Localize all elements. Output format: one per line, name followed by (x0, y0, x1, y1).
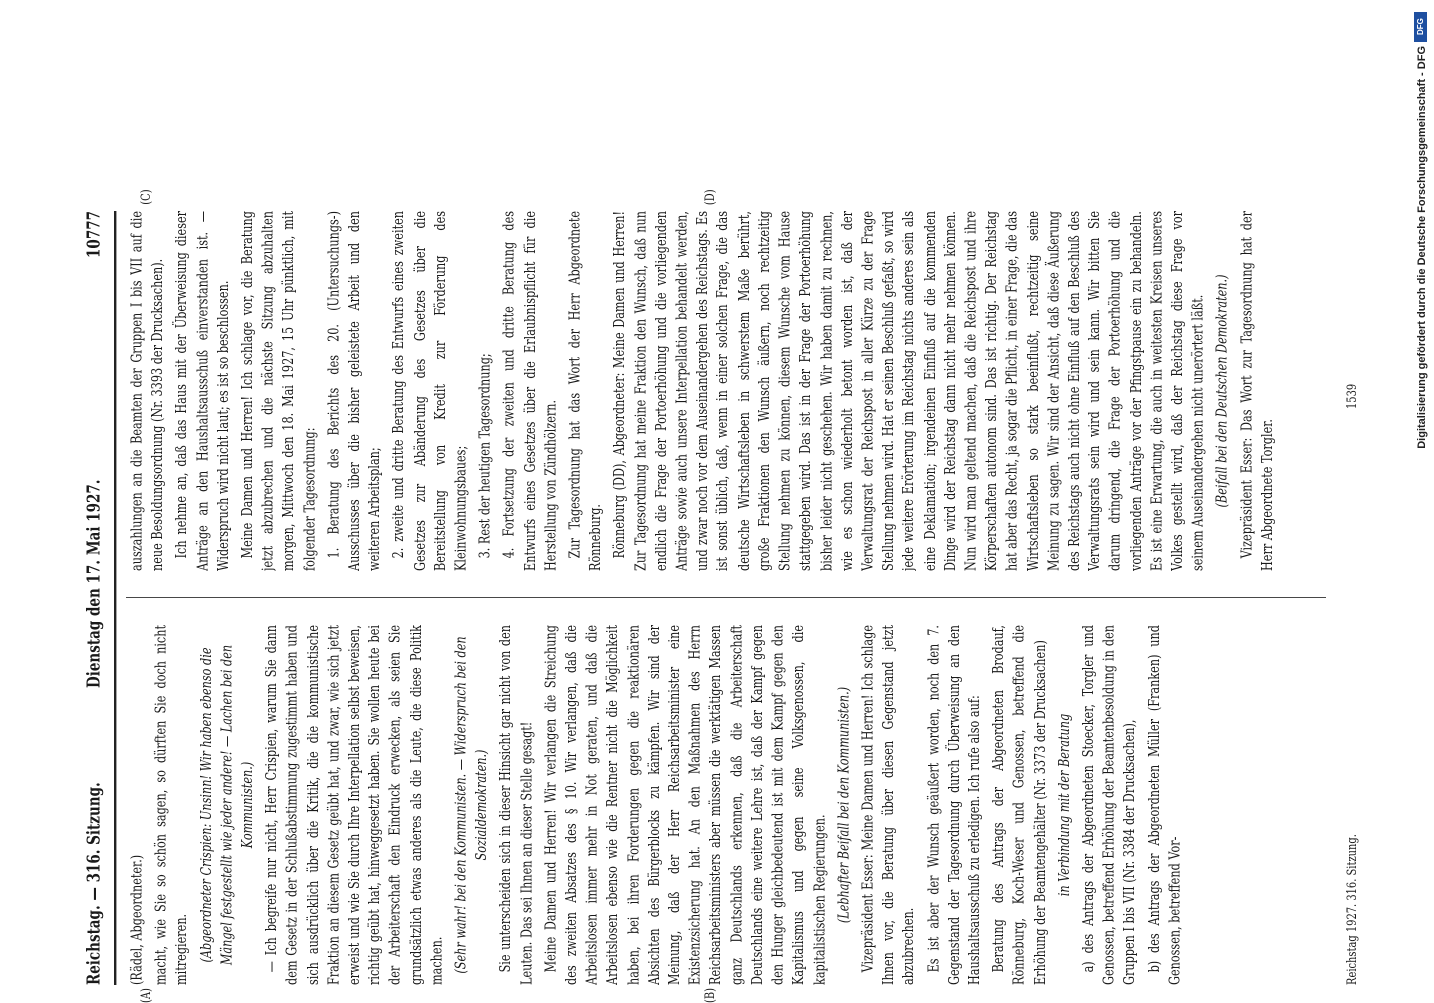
list-item: 1. Beratung des Berichts des 20. (Untersuchungs-) Ausschusses über die bisher geleistete Arbeit und den weiteren Arbeitsplan; (323, 211, 384, 572)
paragraph: Ich nehme an, daß das Haus mit der Überweisung dieser Anträge an den Haushaltsausschuß einverstanden ist. — Widerspruch wird nicht laut; es ist so beschlossen. (172, 211, 232, 572)
interjection: (Sehr wahr! bei den Kommunisten. — Widerspruch bei den Sozialdemokraten.) (451, 636, 490, 974)
interjection: (Abgeordneter Crispien: Unsinn! Wir haben ebenso die Mängel festgestellt wie jeder andere! — Lachen bei den Kommunisten.) (196, 644, 256, 966)
interjection: (Beifall bei den Deutschen Demokraten.) (1212, 274, 1231, 508)
margin-mark-a: (A) (138, 988, 154, 1003)
digitization-note: Digitalisierung gefördert durch die Deutsche Forschungsgemeinschaft - DFG (1416, 46, 1428, 449)
page-number: 10777 (82, 211, 105, 258)
dfg-sidebar (1416, 6, 1430, 606)
paragraph: macht, wie Sie so schön sagen, so dürften Sie doch nicht mitregieren. (151, 625, 191, 985)
footer-left: Reichstag 1927. 316. Sitzung. (1344, 834, 1360, 985)
paragraph: auszahlungen an die Beamten der Gruppen I bis VII auf die neue Besoldungsordnung (Nr. 3393 der Drucksachen). (127, 211, 166, 572)
paragraph: Es ist aber der Wunsch geäußert worden, noch den 7. Gegenstand der Tagesordnung durch Überweisung an den Haushaltsausschuß zu erledigen. Ich rufe also auf: (923, 625, 983, 985)
paragraph: Vizepräsident Esser: Das Wort zur Tagesordnung hat der Herr Abgeordnete Torgler. (1236, 211, 1276, 571)
list-item: b) des Antrags der Abgeordneten Müller (Franken) und Genossen, betreffend Vor- (1144, 625, 1183, 985)
list-item: 2. zweite und dritte Beratung des Entwurfs eines zweiten Gesetzes zur Abänderung des Gesetzes über die Bereitstellung von Kredit zur Förderung des Kleinwohnungsbaues; (389, 211, 470, 572)
header-left: Reichstag. — 316. Sitzung. (82, 782, 105, 985)
margin-mark-b: (B) (702, 987, 718, 1003)
list-item: 4. Fortsetzung der zweiten und dritte Beratung des Entwurfs eines Gesetzes über die Erlaubnispflicht für die Herstellung von Zündhölzern. (499, 211, 560, 572)
interjection: (Lebhafter Beifall bei den Kommunisten.) (833, 686, 852, 924)
column-divider (126, 597, 1326, 598)
header-center: Dienstag den 17. Mai 1927. (82, 479, 105, 688)
footer-page-code: 1539 (1344, 383, 1360, 409)
paragraph: Sie unterscheiden sich in dieser Hinsicht gar nicht von den Leuten. Das sei Ihnen an dieser Stelle gesagt! (496, 625, 535, 985)
dfg-logo: DFG (1414, 12, 1427, 42)
paragraph: Vizepräsident Esser: Meine Damen und Herren! Ich schlage Ihnen vor, die Beratung über diesen Gegenstand jetzt abzubrechen. (857, 625, 918, 985)
paragraph: Rönneburg (DD), Abgeordneter: Meine Damen und Herren! Zur Tagesordnung hat meine Fraktion den Wunsch, daß nun endlich die Frage der Portoerhöhung und die vorliegenden Anträge sowie auch unsere Interpellation behandelt werden, und zwar noch vor dem Auseinandergehen des Reichstags. Es ist sonst üblich, daß, wenn in einer solchen Frage, die das deutsche Wirtschaftsleben in schwerstem Maße berührt, große Fraktionen den Wunsch äußern, noch rechtzeitig Stellung nehmen zu können, diesem Wunsche vom Hause stattgegeben wird. Das ist in der Frage der Portoerhöhung bisher leider nicht geschehen. Wir haben damit zu rechnen, wie es schon wiederholt betont worden ist, daß der Verwaltungsrat der Reichspost in aller Kürze zu der Frage Stellung nehmen wird. Hat er seinen Beschluß gefaßt, so wird jede weitere Erörterung im Reichstag nichts anderes sein als eine Deklamation; irgendeinen Einfluß auf die kommenden Dinge wird der Reichstag dann nicht mehr nehmen können. Nun wird man geltend machen, daß die Reichspost und ihre Körperschaften autonom sind. Das ist richtig. Der Reichstag hat aber das Recht, ja sogar die Pflicht, in einer Frage, die das Wirtschaftsleben so stark beeinflußt, rechtzeitig seine Meinung zu sagen. Wir sind der Ansicht, daß diese Äußerung des Reichstags auch nicht ohne Einfluß auf den Beschluß des Verwaltungsrats sein wird und sein kann. Wir bitten Sie darum dringend, die Frage der Portoerhöhung und die vorliegenden Anträge vor der Pfingstpause ein zu behandeln. Es ist eine Erwartung, die auch in weitesten Kreisen unseres Volkes gestellt wird, daß der Reichstag diese Frage vor seinem Auseinandergehen nicht unerörtert läßt. (610, 211, 1207, 572)
paragraph: Meine Damen und Herren! Ich schlage vor, die Beratung jetzt abzubrechen und die nächste Sitzung abzuhalten morgen, Mittwoch den 18. Mai 1927, 15 Uhr pünktlich, mit folgender Tagesordnung: (237, 211, 318, 572)
paragraph: Zur Tagesordnung hat das Wort der Herr Abgeordnete Rönneburg. (565, 211, 604, 571)
list-item: 3. Rest der heutigen Tagesordnung; (475, 353, 494, 559)
document-page (78, 189, 1398, 1003)
left-column (126, 625, 1338, 985)
right-column (126, 211, 1338, 571)
margin-mark-c: (C) (138, 189, 154, 205)
margin-mark-d: (D) (702, 189, 718, 206)
paragraph: in Verbindung mit der Beratung (1054, 713, 1073, 897)
rotated-scan (78, 0, 1398, 1003)
paragraph: Beratung des Antrags der Abgeordneten Brodauf, Rönneburg, Koch-Weser und Genossen, betreffend die Erhöhung der Beamtengehälter (Nr. 3373 der Drucksachen) (988, 625, 1049, 985)
paragraph: Meine Damen und Herren! Wir verlangen die Streichung des zweiten Absatzes des § 10. Wir verlangen, daß die Arbeitslosen immer mehr in Not geraten, und daß die Arbeitslosen ebenso wie die Rentner nicht die Möglichkeit haben, bei ihren Forderungen gegen die reaktionären Absichten des Bürgerblocks zu kämpfen. Wir sind der Meinung, daß der Herr Reichsarbeitsminister eine Existenzsicherung hat. An den Maßnahmen des Herrn Reichsarbeitsministers aber müssen die werktätigen Massen ganz Deutschlands erkennen, daß die Arbeiterschaft Deutschlands eine weitere Lehre ist, daß der Kampf gegen den Hunger gleichbedeutend ist mit dem Kampf gegen den Kapitalismus und gegen seine Volksgenossen, die kapitalistischen Regierungen. (541, 625, 828, 985)
paragraph: (Rädel, Abgeordneter.) (127, 854, 146, 985)
list-item: a) des Antrags der Abgeordneten Stoecker, Torgler und Genossen, betreffend Erhöhung der Beamtenbesoldung in den Gruppen I bis VII (Nr. 3384 der Drucksachen), (1078, 625, 1139, 985)
page-header (78, 211, 116, 985)
paragraph: — Ich begreife nur nicht, Herr Crispien, warum Sie dann dem Gesetz in der Schlußabstimmung zugestimmt haben und sich ausdrücklich über die Kritik, die die kommunistische Fraktion an diesem Gesetz geübt hat, und zwar, wie sich jetzt erweist und wie Sie durch Ihre Interpellation selbst beweisen, richtig geübt hat, hinweggesetzt haben. Sie wollen heute bei der Arbeiterschaft den Eindruck erwecken, als seien Sie grundsätzlich etwas anderes als die Leute, die diese Politik machen. (261, 625, 446, 985)
